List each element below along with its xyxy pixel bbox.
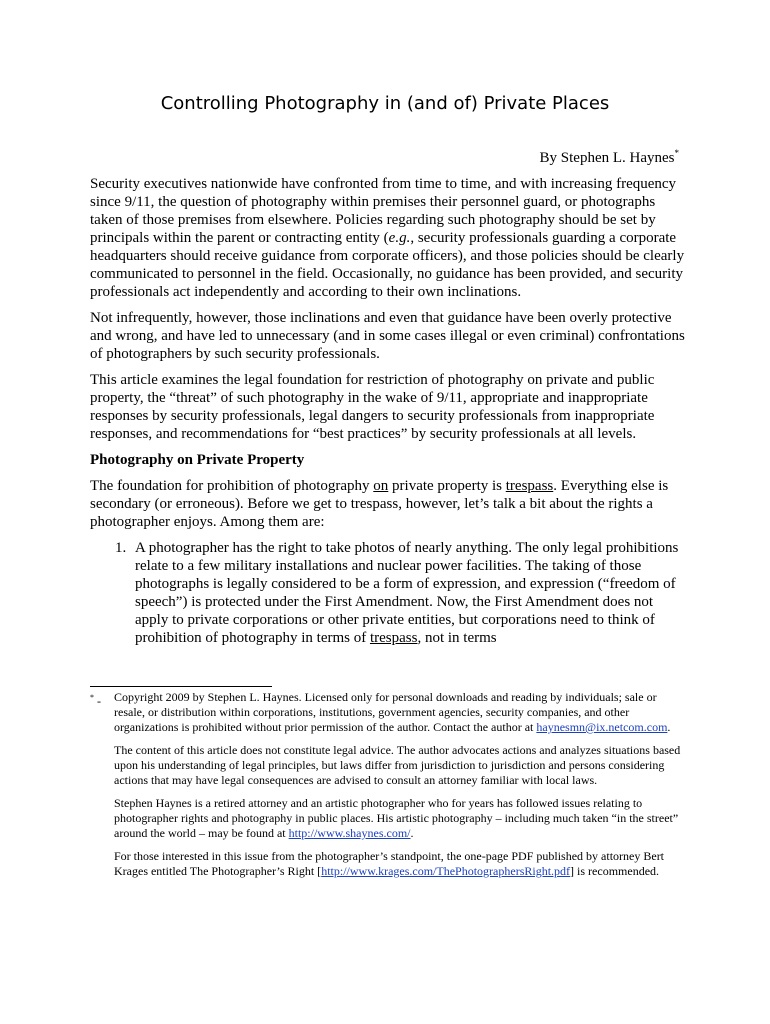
paragraph-scope: This article examines the legal foundation for restriction of photography on private and public property, the “threat” of such photography in the wake of 9/11, appropriate and inappropriate responses by security professionals, legal dangers to security professionals from inappropriate responses, and recommendations for “best practices” by security professionals at all levels. xyxy=(90,372,655,442)
bio-end: . xyxy=(410,826,414,840)
author-website-link[interactable]: http://www.shaynes.com/ xyxy=(288,826,411,840)
bio-text: Stephen Haynes is a retired attorney and an artistic photographer who for years has followed issues relating to photographer rights and photography in public places. His artistic photography – including much taken “in the street” around the world – may be found at xyxy=(114,796,679,840)
eg-italic: e.g. xyxy=(388,230,411,246)
paragraph-intro xyxy=(90,175,690,301)
krages-text-a: For those interested in this issue from the photographer’s standpoint, the one-page PDF published by attorney Bert Krages entitled The Photographer’s Right [ xyxy=(114,849,665,878)
footnote-krages xyxy=(90,849,690,879)
underlined-trespass-item: trespass xyxy=(369,630,418,646)
paragraph-foundation-text-c: . Everything else is secondary (or erroneous). Before we get to trespass, however, let’s talk a bit about the rights a photographer enjoys. Among them are: xyxy=(90,478,669,530)
footnote-asterisk: * xyxy=(90,693,94,702)
byline-text: By Stephen L. Haynes xyxy=(539,150,675,166)
paragraph-inclinations: Not infrequently, however, those inclinations and even that guidance have been overly protective and wrong, and have led to unnecessary (and in some cases illegal or even criminal) confrontations of photographers by such security professionals. xyxy=(90,310,685,362)
author-byline xyxy=(540,149,679,167)
article-body xyxy=(90,175,690,647)
footnote-reference[interactable]: * xyxy=(674,148,679,158)
paragraph-intro-text-a: Security executives nationwide have confronted from time to time, and with increasing frequency since 9/11, the question of photography within premises their personnel guard, or photographs taken of those premises from elsewhere. Policies regarding such photography should be set by principals within the parent or contracting entity ( xyxy=(90,176,677,246)
underlined-trespass: trespass xyxy=(505,478,554,494)
paragraph-foundation-text-a: The foundation for prohibition of photography xyxy=(90,478,374,494)
underlined-on: on xyxy=(373,478,389,494)
rights-list xyxy=(90,539,690,647)
page-title: Controlling Photography in (and of) Private Places xyxy=(160,93,610,114)
footnote-marker xyxy=(90,690,101,709)
list-item-number: 1. xyxy=(115,540,127,556)
paragraph-foundation-text-b: private property is xyxy=(388,478,506,494)
section-heading: Photography on Private Property xyxy=(90,452,305,468)
footnote-section xyxy=(90,690,690,887)
footnote-copyright xyxy=(90,690,690,735)
list-item xyxy=(90,539,690,647)
krages-text-b: ] is recommended. xyxy=(570,864,660,878)
list-item-text-a: A photographer has the right to take photos of nearly anything. The only legal prohibitions relate to a few military installations and nuclear power facilities. The taking of those photographs is legally considered to be a form of expression, and expression (“freedom of speech”) is protected under the First Amendment. Now, the First Amendment does not apply to private corporations or other private entities, but corporations need to think of prohibition of photography in terms of xyxy=(135,540,679,646)
footnote-dash: - xyxy=(97,694,101,708)
paragraph-foundation xyxy=(90,477,690,531)
footnote-legal: The content of this article does not constitute legal advice. The author advocates actions and analyzes situations based upon his understanding of legal principles, but laws differ from jurisdiction to jurisdiction and persons considering actions that may have legal consequences are advised to consult an attorney familiar with local laws. xyxy=(114,743,681,787)
krages-pdf-link[interactable]: http://www.krages.com/ThePhotographersRight.pdf xyxy=(321,864,571,878)
paragraph-intro-text-b: , security professionals guarding a corporate headquarters should receive guidance from corporate officers), and those policies should be clearly communicated to personnel in the field. Occasionally, no guidance has been provided, and security professionals act independently and according to their own inclinations. xyxy=(90,230,685,300)
footnote-divider xyxy=(90,686,272,687)
copyright-end: . xyxy=(667,720,671,734)
copyright-text: Copyright 2009 by Stephen L. Haynes. Licensed only for personal downloads and reading by individuals; sale or resale, or distribution within corporations, institutions, government agencies, security companies, and other organizations is prohibited without prior permission of the author. Contact the author at xyxy=(114,690,657,734)
list-item-text-b: , not in terms xyxy=(417,630,497,646)
author-email-link[interactable]: haynesmn@ix.netcom.com xyxy=(536,720,668,734)
footnote-bio xyxy=(90,796,690,841)
